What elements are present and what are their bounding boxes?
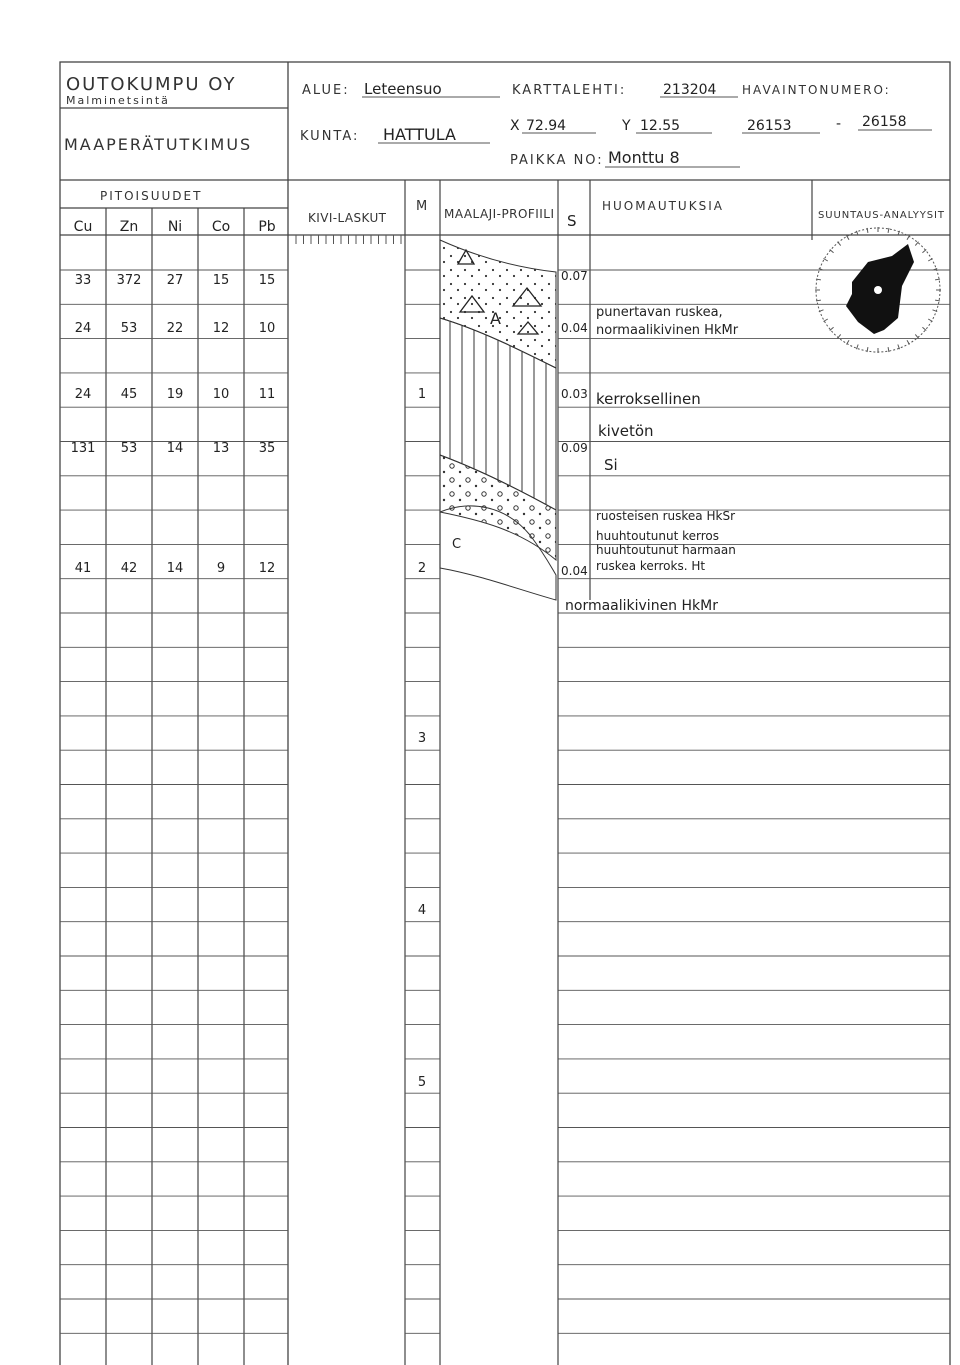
concentration-cu: 41 xyxy=(74,561,92,576)
remark-line: kivetön xyxy=(598,422,654,440)
element-header-co: Co xyxy=(211,219,231,235)
element-header-pb: Pb xyxy=(258,219,276,235)
depth-mark: 3 xyxy=(417,731,427,746)
suuntausanalyysit-header: SUUNTAUS-ANALYYSIT xyxy=(818,210,946,221)
x-label: X xyxy=(510,118,520,134)
concentration-co: 13 xyxy=(212,441,230,456)
remark-line: ruosteisen ruskea HkSr xyxy=(596,509,735,523)
concentration-pb: 35 xyxy=(258,441,276,456)
karttalehti-label: KARTTALEHTI: xyxy=(512,83,627,98)
s-header: S xyxy=(567,212,577,230)
maalajiprofiili-header: MAALAJI-PROFIILI xyxy=(444,207,556,221)
orientation-tick xyxy=(838,334,841,338)
remark-line: Si xyxy=(604,456,618,474)
concentration-cu: 24 xyxy=(74,321,92,336)
remark-line: huuhtoutunut kerros xyxy=(596,529,720,543)
m-header: M xyxy=(416,199,430,214)
huomautuksia-header: HUOMAUTUKSIA xyxy=(602,199,724,213)
element-header-cu: Cu xyxy=(73,219,93,235)
kunta-value: HATTULA xyxy=(383,125,456,144)
y-value: 12.55 xyxy=(640,118,681,134)
depth-mark: 4 xyxy=(417,903,427,918)
depth-mark: 1 xyxy=(417,387,427,402)
concentration-ni: 14 xyxy=(166,561,184,576)
orientation-tick xyxy=(867,347,868,352)
alue-label: ALUE: xyxy=(302,83,350,98)
remarks xyxy=(565,305,739,614)
y-label: Y xyxy=(622,118,631,134)
orientation-tick xyxy=(915,242,918,246)
s-value: 0.07 xyxy=(561,269,588,283)
paikka-label: PAIKKA NO: xyxy=(510,153,604,168)
orientation-tick xyxy=(907,235,910,239)
element-header-ni: Ni xyxy=(167,219,183,235)
concentration-zn: 45 xyxy=(120,387,138,402)
concentration-pb: 11 xyxy=(258,387,276,402)
depth-scale xyxy=(418,387,426,1365)
concentration-ni: 22 xyxy=(166,321,184,336)
soil-profile xyxy=(440,240,556,600)
element-header-zn: Zn xyxy=(119,219,139,235)
concentration-co: 10 xyxy=(212,387,230,402)
s-value: 0.04 xyxy=(561,564,588,578)
concentration-ni: 27 xyxy=(166,273,184,288)
concentration-zn: 42 xyxy=(120,561,138,576)
concentration-cu: 33 xyxy=(74,273,92,288)
concentration-co: 9 xyxy=(216,561,226,576)
depth-mark: 5 xyxy=(417,1075,427,1090)
orientation-tick xyxy=(847,235,850,239)
s-value: 0.03 xyxy=(561,387,588,401)
alue-value: Leteensuo xyxy=(364,80,442,98)
concentration-zn: 372 xyxy=(116,273,142,288)
orientation-tick xyxy=(888,347,889,352)
department-title: MAAPERÄTUTKIMUS xyxy=(64,135,253,154)
orientation-analysis xyxy=(815,227,941,353)
remark-line: huuhtoutunut harmaan xyxy=(596,543,736,557)
pitoisuudet-header: PITOISUUDET xyxy=(100,189,203,203)
havainto-from: 26153 xyxy=(747,118,792,134)
havaintonumero-label: HAVAINTONUMERO: xyxy=(742,83,891,97)
concentration-ni: 14 xyxy=(166,441,184,456)
concentration-pb: 12 xyxy=(258,561,276,576)
havainto-to: 26158 xyxy=(862,114,907,130)
x-value: 72.94 xyxy=(526,118,567,134)
concentration-co: 15 xyxy=(212,273,230,288)
kivilaskut-header: KIVI-LASKUT xyxy=(308,211,388,225)
kivilaskut-ruler xyxy=(296,235,401,1365)
orientation-tick xyxy=(915,334,918,338)
element-headers xyxy=(74,219,276,235)
orientation-tick xyxy=(935,300,940,301)
remark-line: kerroksellinen xyxy=(596,390,701,408)
s-value: 0.04 xyxy=(561,321,588,335)
concentration-ni: 19 xyxy=(166,387,184,402)
karttalehti-value: 213204 xyxy=(663,82,717,98)
company-division: Malminetsintä xyxy=(66,94,170,107)
kunta-label: KUNTA: xyxy=(300,129,360,144)
concentration-pb: 10 xyxy=(258,321,276,336)
s-value: 0.09 xyxy=(561,441,588,455)
depth-mark: 2 xyxy=(417,561,427,576)
concentration-pb: 15 xyxy=(258,273,276,288)
profile-letter-a: A xyxy=(490,309,501,328)
orientation-centre xyxy=(874,286,882,294)
remark-line: punertavan ruskea, xyxy=(596,305,723,320)
orientation-tick xyxy=(922,250,926,253)
concentration-zn: 53 xyxy=(120,321,138,336)
profile-letter-c: C xyxy=(452,537,462,552)
header xyxy=(64,74,932,168)
company-name: OUTOKUMPU OY xyxy=(66,74,237,95)
havainto-separator: - xyxy=(836,116,842,132)
remark-line: normaalikivinen HkMr xyxy=(565,598,718,614)
s-values xyxy=(561,269,588,578)
concentration-cu: 24 xyxy=(74,387,92,402)
orientation-tick xyxy=(823,259,827,262)
sheet-frame xyxy=(60,62,950,1365)
concentration-cu: 131 xyxy=(70,441,96,456)
orientation-tick xyxy=(823,319,827,322)
remark-line: ruskea kerroks. Ht xyxy=(596,559,706,573)
orientation-tick xyxy=(935,279,940,280)
remark-line: normaalikivinen HkMr xyxy=(596,323,739,338)
concentration-zn: 53 xyxy=(120,441,138,456)
orientation-tick xyxy=(922,327,926,330)
concentration-co: 12 xyxy=(212,321,230,336)
paikka-value: Monttu 8 xyxy=(608,148,680,167)
orientation-tick xyxy=(928,319,932,322)
